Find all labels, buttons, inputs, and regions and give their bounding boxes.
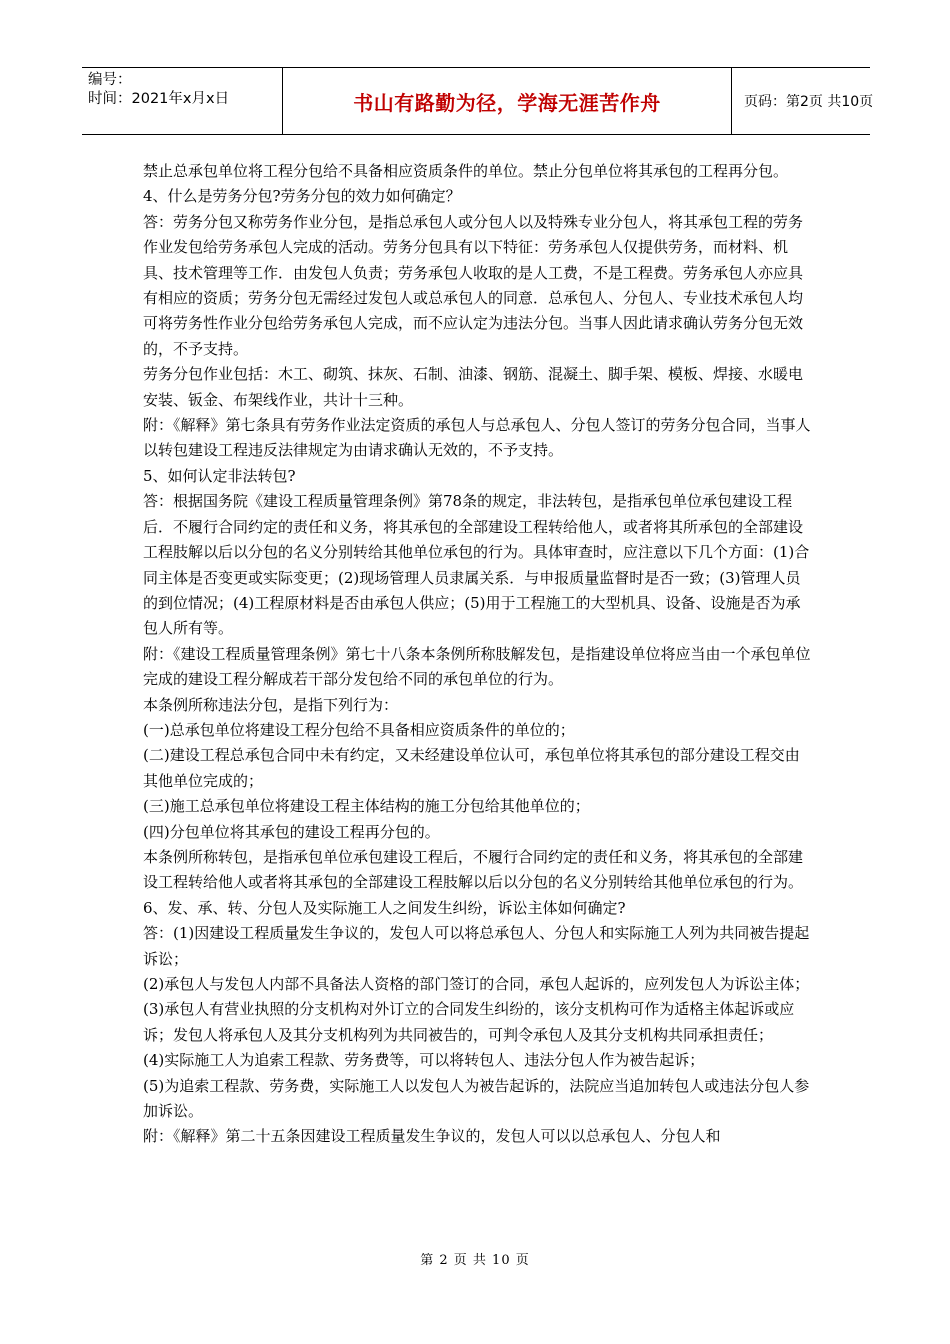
- paragraph: 附：《解释》第二十五条因建设工程质量发生争议的，发包人可以以总承包人、分包人和: [143, 1127, 721, 1146]
- document-number-label: 编号：: [88, 72, 132, 88]
- list-item: (三)施工总承包单位将建设工程主体结构的施工分包给其他单位的；: [143, 797, 590, 816]
- header-meta: [82, 68, 283, 134]
- list-item: (一)总承包单位将建设工程分包给不具备相应资质条件的单位的；: [143, 720, 575, 739]
- list-item: (四)分包单位将其承包的建设工程再分包的。: [143, 822, 440, 841]
- paragraph: 劳务分包作业包括：木工、砌筑、抹灰、石制、油漆、钢筋、混凝土、脚手架、模板、焊接、水暖电安装、钣金、布架线作业，共计十三种。: [143, 365, 804, 409]
- paragraph: 附：《建设工程质量管理条例》第七十八条本条例所称肢解发包，是指建设单位将应当由一个承包单位完成的建设工程分解成若干部分发包给不同的承包单位的行为。: [143, 644, 811, 689]
- paragraph: 附：《解释》第七条具有劳务作业法定资质的承包人与总承包人、分包人签订的劳务分包合同，当事人以转包建设工程违反法律规定为由请求确认无效的，不予支持。: [143, 416, 811, 460]
- question-heading: 4、什么是劳务分包?劳务分包的效力如何确定？: [143, 187, 461, 206]
- paragraph: 答：根据国务院《建设工程质量管理条例》第78条的规定，非法转包，是指承包单位承包建设工程后．不履行合同约定的责任和义务，将其承包的全部建设工程转给他人，或者将其所承包的全部建设工程肢解以后以分包的名义分别转给其他单位承包的行为。具体审查时，应注意以下几个方面：(1)合同主体是否变更或实际变更；(2)现场管理人员隶属关系．与申报质量监督时是否一致；(3)管理人员的到位情况；(4)工程原材料是否由承包人供应；(5)用于工程施工的大型机具、设备、设施是否为承包人所有等。: [143, 492, 810, 638]
- paragraph: 本条例所称转包，是指承包单位承包建设工程后，不履行合同约定的责任和义务，将其承包的全部建设工程转给他人或者将其承包的全部建设工程肢解以后以分包的名义分别转给其他单位承包的行为。: [143, 847, 804, 892]
- page-header: [82, 67, 874, 135]
- header-motto: 书山有路勤为径，学海无涯苦作舟: [353, 90, 661, 115]
- question-heading: 6、发、承、转、分包人及实际施工人之间发生纠纷，诉讼主体如何确定?: [143, 898, 626, 917]
- header-motto-cell: [283, 68, 732, 134]
- list-item: (二)建设工程总承包合同中未有约定，又未经建设单位认可，承包单位将其承包的部分建设工程交由其他单位完成的；: [143, 746, 800, 790]
- paragraph: (3)承包人有营业执照的分支机构对外订立的合同发生纠纷的，该分支机构可作为适格主体起诉或应诉；发包人将承包人及其分支机构列为共同被告的，可判令承包人及其分支机构共同承担责任；: [143, 1000, 795, 1044]
- document-date-label: 时间：2021年x月x日: [88, 91, 230, 107]
- header-page-label: 页码：第2页 共10页: [744, 94, 874, 110]
- paragraph: 答：(1)因建设工程质量发生争议的，发包人可以将总承包人、分包人和实际施工人列为共同被告提起诉讼；: [143, 924, 810, 968]
- page-footer: 第 2 页 共 10 页: [420, 1253, 530, 1268]
- paragraph: (5)为追索工程款、劳务费，实际施工人以发包人为被告起诉的，法院应当追加转包人或违法分包人参加诉讼。: [143, 1076, 810, 1121]
- paragraph: 禁止总承包单位将工程分包给不具备相应资质条件的单位。禁止分包单位将其承包的工程再分包。: [143, 162, 789, 180]
- paragraph: (2)承包人与发包人内部不具备法人资格的部门签订的合同，承包人起诉的，应列发包人为诉讼主体；: [143, 975, 810, 993]
- question-heading: 5、如何认定非法转包?: [143, 466, 296, 485]
- paragraph: 答：劳务分包又称劳务作业分包，是指总承包人或分包人以及特殊专业分包人，将其承包工程的劳务作业发包给劳务承包人完成的活动。劳务分包具有以下特征：劳务承包人仅提供劳务，而材料、机具、技术管理等工作．由发包人负责；劳务承包人收取的是人工费，不是工程费。劳务承包人亦应具有相应的资质；劳务分包无需经过发包人或总承包人的同意．总承包人、分包人、专业技术承包人均可将劳务性作业分包给劳务承包人完成，而不应认定为违法分包。当事人因此请求确认劳务分包无效的，不予支持。: [143, 212, 804, 358]
- paragraph: 本条例所称违法分包，是指下列行为：: [143, 695, 399, 714]
- header-page-cell: [732, 68, 874, 134]
- document-body: [143, 159, 811, 1150]
- paragraph: (4)实际施工人为追索工程款、劳务费等，可以将转包人、违法分包人作为被告起诉；: [143, 1051, 705, 1070]
